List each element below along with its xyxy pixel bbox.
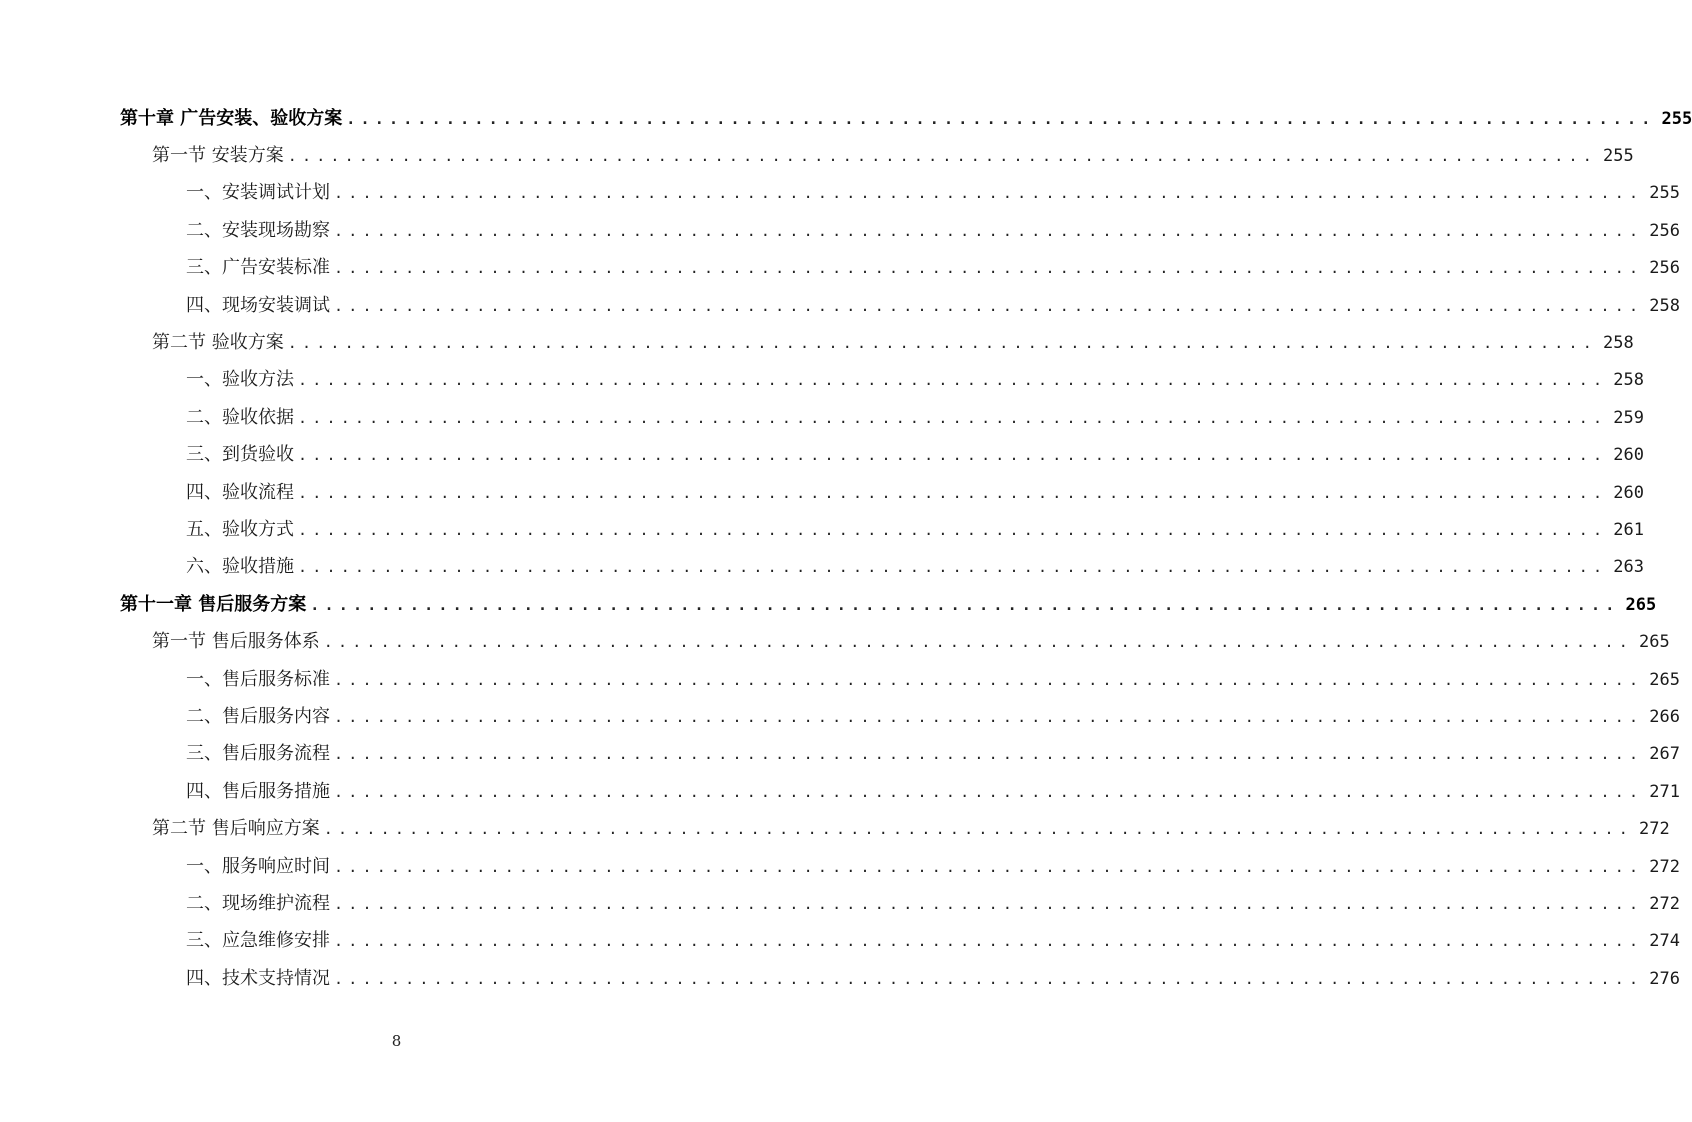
toc-dot-leader: ............................................................................................ bbox=[298, 371, 1608, 390]
toc-entry-title: 五、验收方式 bbox=[186, 518, 294, 540]
toc-subsection-entry[interactable] bbox=[0, 250, 1680, 287]
toc-dot-leader: ............................................................................................ bbox=[323, 633, 1633, 652]
toc-entry-title: 二、现场维护流程 bbox=[186, 892, 330, 914]
toc-entry-title: 一、验收方法 bbox=[186, 369, 294, 391]
toc-subsection-entry[interactable] bbox=[0, 773, 1680, 810]
toc-dot-leader: ............................................................................................ bbox=[298, 483, 1608, 502]
toc-entry-page-number: 260 bbox=[1613, 482, 1644, 503]
toc-dot-leader: ............................................................................................ bbox=[334, 782, 1644, 801]
toc-entry-title: 二、验收依据 bbox=[186, 406, 294, 428]
toc-entry-title: 二、安装现场勘察 bbox=[186, 219, 330, 241]
toc-entry-title: 四、技术支持情况 bbox=[186, 967, 330, 989]
toc-entry-title: 三、广告安装标准 bbox=[186, 257, 330, 279]
toc-entry-page-number: 276 bbox=[1649, 968, 1680, 989]
toc-subsection-entry[interactable] bbox=[0, 437, 1644, 474]
toc-entry-page-number: 258 bbox=[1649, 295, 1680, 316]
toc-subsection-entry[interactable] bbox=[0, 399, 1644, 436]
toc-entry-page-number: 256 bbox=[1649, 258, 1680, 279]
toc-entry-page-number: 255 bbox=[1661, 108, 1692, 129]
toc-dot-leader: ............................................................................................ bbox=[346, 109, 1656, 128]
toc-subsection-entry[interactable] bbox=[0, 362, 1644, 399]
toc-entry-page-number: 265 bbox=[1638, 632, 1670, 653]
toc-dot-leader: ............................................................................................ bbox=[334, 296, 1644, 315]
toc-entry-title: 第十章 广告安装、验收方案 bbox=[120, 107, 343, 129]
toc-subsection-entry[interactable] bbox=[0, 698, 1680, 735]
toc-entry-page-number: 272 bbox=[1649, 893, 1680, 914]
toc-chapter-entry[interactable] bbox=[0, 586, 1657, 623]
toc-entry-page-number: 265 bbox=[1625, 594, 1657, 615]
toc-entry-page-number: 255 bbox=[1602, 146, 1634, 167]
toc-chapter-entry[interactable] bbox=[0, 100, 1692, 137]
toc-entry-title: 三、到货验收 bbox=[186, 444, 294, 466]
toc-subsection-entry[interactable] bbox=[0, 661, 1680, 698]
toc-dot-leader: ............................................................................................ bbox=[298, 446, 1608, 465]
toc-entry-title: 第十一章 售后服务方案 bbox=[120, 593, 307, 615]
toc-subsection-entry[interactable] bbox=[0, 885, 1680, 922]
toc-dot-leader: ............................................................................................ bbox=[334, 707, 1644, 726]
toc-subsection-entry[interactable] bbox=[0, 212, 1680, 249]
toc-entry-title: 第二节 售后响应方案 bbox=[152, 818, 320, 840]
toc-dot-leader: ............................................................................................ bbox=[334, 259, 1644, 278]
toc-entry-title: 三、应急维修安排 bbox=[186, 930, 330, 952]
toc-dot-leader: ............................................................................................ bbox=[334, 969, 1644, 988]
toc-entry-title: 第二节 验收方案 bbox=[152, 332, 284, 354]
toc-entry-page-number: 261 bbox=[1613, 519, 1644, 540]
toc-entry-title: 一、安装调试计划 bbox=[186, 182, 330, 204]
toc-subsection-entry[interactable] bbox=[0, 848, 1680, 885]
toc-dot-leader: ............................................................................................ bbox=[298, 558, 1608, 577]
toc-dot-leader: ............................................................................................ bbox=[334, 745, 1644, 764]
toc-entry-page-number: 271 bbox=[1649, 781, 1680, 802]
toc-dot-leader: ............................................................................................ bbox=[334, 221, 1644, 240]
toc-dot-leader: ............................................................................................ bbox=[334, 184, 1644, 203]
toc-dot-leader: ............................................................................................ bbox=[298, 520, 1608, 539]
toc-dot-leader: ............................................................................................ bbox=[334, 894, 1644, 913]
toc-section-entry[interactable] bbox=[0, 623, 1670, 660]
toc-entry-title: 六、验收措施 bbox=[186, 556, 294, 578]
toc-entry-title: 一、服务响应时间 bbox=[186, 855, 330, 877]
toc-entry-title: 四、售后服务措施 bbox=[186, 780, 330, 802]
toc-dot-leader: ............................................................................................ bbox=[334, 857, 1644, 876]
toc-entry-page-number: 255 bbox=[1649, 183, 1680, 204]
toc-subsection-entry[interactable] bbox=[0, 549, 1644, 586]
toc-dot-leader: ............................................................................................ bbox=[287, 147, 1597, 166]
toc-entry-page-number: 259 bbox=[1613, 407, 1644, 428]
toc-section-entry[interactable] bbox=[0, 324, 1634, 361]
toc-entry-page-number: 256 bbox=[1649, 220, 1680, 241]
toc-dot-leader: ............................................................................................ bbox=[310, 595, 1620, 614]
toc-entry-page-number: 272 bbox=[1638, 819, 1670, 840]
toc-section-entry[interactable] bbox=[0, 137, 1634, 174]
toc-section-entry[interactable] bbox=[0, 810, 1670, 847]
toc-entry-title: 第一节 安装方案 bbox=[152, 145, 284, 167]
toc-entry-title: 第一节 售后服务体系 bbox=[152, 631, 320, 653]
toc-subsection-entry[interactable] bbox=[0, 175, 1680, 212]
table-of-contents bbox=[0, 100, 1692, 997]
toc-subsection-entry[interactable] bbox=[0, 511, 1644, 548]
toc-entry-page-number: 266 bbox=[1649, 706, 1680, 727]
toc-entry-title: 三、售后服务流程 bbox=[186, 743, 330, 765]
toc-entry-page-number: 267 bbox=[1649, 744, 1680, 765]
toc-subsection-entry[interactable] bbox=[0, 474, 1644, 511]
toc-entry-page-number: 258 bbox=[1613, 370, 1644, 391]
toc-subsection-entry[interactable] bbox=[0, 736, 1680, 773]
toc-dot-leader: ............................................................................................ bbox=[323, 820, 1633, 839]
toc-entry-page-number: 272 bbox=[1649, 856, 1680, 877]
toc-entry-page-number: 260 bbox=[1613, 445, 1644, 466]
toc-entry-title: 二、售后服务内容 bbox=[186, 705, 330, 727]
toc-dot-leader: ............................................................................................ bbox=[334, 670, 1644, 689]
toc-entry-page-number: 263 bbox=[1613, 557, 1644, 578]
toc-dot-leader: ............................................................................................ bbox=[287, 334, 1597, 353]
toc-entry-page-number: 265 bbox=[1649, 669, 1680, 690]
page-number: 8 bbox=[391, 1032, 402, 1050]
toc-entry-page-number: 274 bbox=[1649, 931, 1680, 952]
toc-subsection-entry[interactable] bbox=[0, 960, 1680, 997]
toc-dot-leader: ............................................................................................ bbox=[298, 408, 1608, 427]
toc-entry-title: 四、验收流程 bbox=[186, 481, 294, 503]
toc-subsection-entry[interactable] bbox=[0, 923, 1680, 960]
toc-entry-title: 四、现场安装调试 bbox=[186, 294, 330, 316]
toc-subsection-entry[interactable] bbox=[0, 287, 1680, 324]
toc-entry-title: 一、售后服务标准 bbox=[186, 668, 330, 690]
toc-dot-leader: ............................................................................................ bbox=[334, 932, 1644, 951]
toc-entry-page-number: 258 bbox=[1602, 333, 1634, 354]
